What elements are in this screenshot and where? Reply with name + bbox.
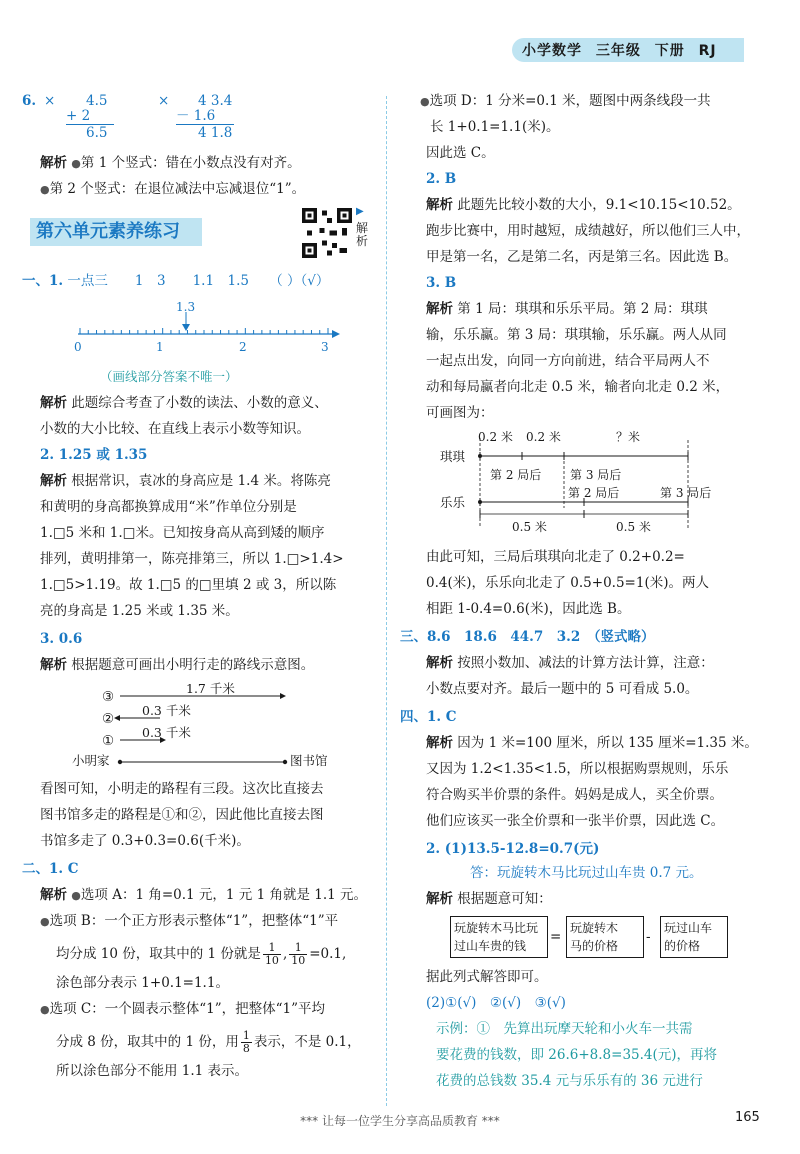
s1-answer xyxy=(22,272,329,290)
analysis-label: 解析 xyxy=(40,473,67,489)
q6-analysis-2 xyxy=(40,180,305,199)
s1-q2-line-a xyxy=(40,472,331,490)
s3-line-a xyxy=(426,654,714,672)
s2-text-f2: 表示，不是 0.1， xyxy=(253,1034,361,1050)
s1-q3-text-a: 根据题意可画出小明行走的路线示意图。 xyxy=(71,657,315,673)
game-label-0-2-a: 0.2 米 xyxy=(478,430,513,444)
numline-tick-0: 0 xyxy=(74,340,82,354)
s2-text-e: 选项 C：一个圆表示整体“1”，把整体“1”平均 xyxy=(49,1001,326,1017)
q6-v1-result: 6.5 xyxy=(86,125,108,141)
r-q3-answer: 3. B xyxy=(426,275,457,291)
footer-slogan: *** 让每一位学生分享高品质教育 *** xyxy=(300,1114,500,1128)
game-label-0-2-b: 0.2 米 xyxy=(526,430,561,444)
bulb-icon: ● xyxy=(420,95,430,108)
frac-num: 1 xyxy=(289,942,307,955)
r-q3-text-a: 第 1 局：琪琪和乐乐平局。第 2 局：琪琪 xyxy=(457,301,708,317)
s1-q3-answer: 3. 0.6 xyxy=(40,631,83,647)
q6-analysis-1 xyxy=(40,154,301,173)
s3-line-b: 小数点要对齐。最后一题中的 5 可看成 5.0。 xyxy=(426,681,699,697)
s1-q2-line-e: 1.□5>1.19。故 1.□5 的□里填 2 或 3，所以陈 xyxy=(40,577,337,593)
number-line xyxy=(70,298,340,358)
s1-q2-line-d: 排列，黄明排第一，陈亮排第三，所以 1.□>1.4> xyxy=(40,551,344,567)
s1-q3-line-c: 图书馆多走的路程是①和②，因此他比直接去图 xyxy=(40,807,324,823)
s4-q2-list: 据此列式解答即可。 xyxy=(426,969,548,985)
r-q2-line-b: 跑步比赛中，用时越短，成绩越好，所以他们三人中， xyxy=(426,223,750,239)
q6-analysis-1-text: 第 1 个竖式：错在小数点没有对齐。 xyxy=(80,155,301,171)
formula-box-3-line-a: 玩过山车 xyxy=(664,921,713,935)
r-line-a xyxy=(420,92,711,111)
analysis-label: 解析 xyxy=(426,735,453,751)
s1-q3-line-b: 看图可知，小明走的路程有三段。这次比直接去 xyxy=(40,781,324,797)
s4-q2-calc: 2. (1)13.5-12.8=0.7(元) xyxy=(426,841,600,857)
game-label-0-5-b: 0.5 米 xyxy=(616,520,651,534)
q6-number: 6. xyxy=(22,93,37,109)
r-text-a: 选项 D：1 分米=0.1 米，题图中两条线段一共 xyxy=(429,93,711,109)
route-label-0-3-a: 0.3 千米 xyxy=(142,703,191,718)
s2-line-a xyxy=(40,886,367,905)
q6-cross-2: × xyxy=(158,93,170,109)
route-step-1: ① xyxy=(102,733,115,749)
s1-answer-text: 一点三 1 3 1.1 1.5 （ ）（√） xyxy=(67,273,330,289)
s3-answer: 三、8.6 18.6 44.7 3.2 （竖式略） xyxy=(400,629,655,645)
s1-q3-line-a xyxy=(40,656,314,674)
s1-analysis-2: 小数的大小比较、在直线上表示小数等知识。 xyxy=(40,421,310,437)
game-label-qiqi: 琪琪 xyxy=(440,449,466,464)
numline-tick-1: 1 xyxy=(156,340,164,354)
analysis-label: 解析 xyxy=(40,155,67,171)
game-label-unknown: ？米 xyxy=(616,430,641,444)
game-qiqi-round3: 第 3 局后 xyxy=(570,468,622,482)
r-q2-line-c: 甲是第一名，乙是第二名，丙是第三名。因此选 B。 xyxy=(426,249,738,265)
game-qiqi-round2: 第 2 局后 xyxy=(490,468,542,482)
fraction-1-10-b xyxy=(289,942,307,967)
q6-cross-1: × xyxy=(44,93,56,109)
analysis-label: 解析 xyxy=(40,395,67,411)
s2-line-g: 所以涂色部分不能用 1.1 表示。 xyxy=(56,1063,249,1079)
fraction-1-8 xyxy=(241,1030,252,1055)
game-lele-round2: 第 2 局后 xyxy=(568,486,620,500)
r-q2-text-a: 此题先比较小数的大小，9.1<10.15<10.52。 xyxy=(457,197,741,213)
q6-v1-top: 4.5 xyxy=(86,93,108,109)
numline-tick-2: 2 xyxy=(239,340,247,354)
r-q3-line-h: 相距 1-0.4=0.6(米)，因此选 B。 xyxy=(426,601,631,617)
s4-q2-analysis-text: 根据题意可知： xyxy=(457,891,552,907)
r-q3-line-c: 一起点出发，向同一方向前进，结合平局两人不 xyxy=(426,353,710,369)
route-home: 小明家 xyxy=(72,753,110,768)
bulb-icon: ● xyxy=(40,915,50,928)
numline-note: （画线部分答案不唯一） xyxy=(100,369,238,384)
s4-line-c: 符合购买半价票的条件。妈妈是成人，买全价票。 xyxy=(426,787,723,803)
s4-line-d: 他们应该买一张全价票和一张半价票，因此选 C。 xyxy=(426,813,725,829)
column-divider xyxy=(386,96,387,1106)
analysis-label: 解析 xyxy=(426,197,453,213)
q6-v2-result: 4 1.8 xyxy=(198,125,233,141)
r-q3-line-e: 可画图为： xyxy=(426,405,494,421)
s4-line-a xyxy=(426,734,758,752)
s4-q2-analysis xyxy=(426,890,552,908)
analysis-label: 解析 xyxy=(40,887,67,903)
frac-num: 1 xyxy=(242,1029,250,1042)
formula-box-2-line-b: 马的价格 xyxy=(570,939,619,953)
header-subject: 小学数学 xyxy=(522,43,582,59)
s2-answer: 二、1. C xyxy=(22,861,79,877)
r-q3-line-f: 由此可知，三局后琪琪向北走了 0.2+0.2= xyxy=(426,549,685,565)
header-edition: RJ xyxy=(698,43,717,59)
formula-equals: = xyxy=(550,929,562,945)
header-volume: 下册 xyxy=(654,43,685,59)
s2-line-c: 均分成 10 份，取其中的 1 份就是 $\frac{1}{10}$ , $\frac{1}{10}$ =0.1, xyxy=(56,941,347,967)
route-label-1-7: 1.7 千米 xyxy=(186,681,235,696)
frac-den: 8 xyxy=(242,1042,250,1055)
analysis-label: 解析 xyxy=(426,891,453,907)
q6-analysis-2-text: 第 2 个竖式：在退位减法中忘减退位“1”。 xyxy=(49,181,306,197)
r-line-c: 因此选 C。 xyxy=(426,145,495,161)
s2-text-c2: =0.1, xyxy=(309,946,347,962)
game-label-0-5-a: 0.5 米 xyxy=(512,520,547,534)
unit-title: 第六单元素养练习 xyxy=(30,218,202,246)
page-number: 165 xyxy=(735,1110,760,1125)
q6-v2-top: 4 3.4 xyxy=(198,93,233,109)
s2-text-b: 选项 B：一个正方形表示整体“1”，把整体“1”平 xyxy=(49,913,339,929)
bulb-icon: ● xyxy=(40,183,50,196)
s1-q2-line-f: 亮的身高是 1.25 米或 1.35 米。 xyxy=(40,603,239,619)
s1-q2-line-c: 1.□5 米和 1.□米。已知按身高从高到矮的顺序 xyxy=(40,525,325,541)
fraction-1-10-a xyxy=(263,942,281,967)
r-q3-line-a xyxy=(426,300,708,318)
r-q2-line-a xyxy=(426,196,741,214)
s2-text-a: 选项 A：1 角=0.1 元，1 元 1 角就是 1.1 元。 xyxy=(80,887,368,903)
analysis-label: 解析 xyxy=(40,657,67,673)
s2-line-b xyxy=(40,912,338,931)
formula-minus: - xyxy=(646,929,651,945)
game-label-lele: 乐乐 xyxy=(440,495,466,510)
numline-label-1-3: 1.3 xyxy=(176,300,196,314)
r-q2-answer: 2. B xyxy=(426,171,457,187)
s4-q2-example-b: 要花费的钱数，即 26.6+8.8=35.4(元)，再将 xyxy=(436,1047,718,1063)
bulb-icon: ● xyxy=(71,889,81,902)
s4-q2-answer: 答：玩旋转木马比玩过山车贵 0.7 元。 xyxy=(470,865,703,881)
play-icon: ▶ xyxy=(356,206,364,217)
route-label-0-3-b: 0.3 千米 xyxy=(142,725,191,740)
r-q3-line-b: 输，乐乐赢。第 3 局：琪琪输，乐乐赢。两人从同 xyxy=(426,327,727,343)
s1-q2-text-a: 根据常识，袁冰的身高应是 1.4 米。将陈亮 xyxy=(71,473,331,489)
formula-box-2-line-a: 玩旋转木 xyxy=(570,921,619,935)
analysis-label: 解析 xyxy=(426,655,453,671)
s4-q2-example-a: 示例：① 先算出玩摩天轮和小火车一共需 xyxy=(436,1021,693,1037)
route-library: 图书馆 xyxy=(290,753,328,768)
bulb-icon: ● xyxy=(40,1003,50,1016)
s2-line-d: 涂色部分表示 1+0.1=1.1。 xyxy=(56,975,229,991)
frac-num: 1 xyxy=(263,942,281,955)
s4-line-b: 又因为 1.2<1.35<1.5，所以根据购票规则，乐乐 xyxy=(426,761,729,777)
s3-text-a: 按照小数加、减法的计算方法计算，注意： xyxy=(457,655,714,671)
formula-box-1-line-b: 过山车贵的钱 xyxy=(454,939,527,953)
bulb-icon: ● xyxy=(71,157,81,170)
route-step-2: ② xyxy=(102,711,115,727)
s1-q2-answer: 2. 1.25 或 1.35 xyxy=(40,447,148,463)
s2-line-f xyxy=(56,1030,361,1055)
s4-answer: 四、1. C xyxy=(400,709,457,725)
q6-v1-mid: + 2 xyxy=(66,108,91,124)
header-title xyxy=(522,40,717,60)
s2-text-c1: 均分成 10 份，取其中的 1 份就是 xyxy=(56,946,261,962)
analysis-label: 解析 xyxy=(426,301,453,317)
numline-tick-3: 3 xyxy=(321,340,329,354)
r-line-b: 长 1+0.1=1.1(米)。 xyxy=(430,119,560,135)
formula-box-1-line-a: 玩旋转木马比玩 xyxy=(454,921,539,935)
frac-den: 10 xyxy=(264,954,279,967)
s1-analysis-1-text: 此题综合考查了小数的读法、小数的意义、 xyxy=(71,395,328,411)
qr-code-icon[interactable] xyxy=(302,208,352,258)
s4-q2-part2: (2)①(√) ②(√) ③(√) xyxy=(426,995,566,1011)
s4-q2-example-c: 花费的总钱数 35.4 元与乐乐有的 36 元进行 xyxy=(436,1073,703,1089)
s1-q3-line-d: 书馆多走了 0.3+0.3=0.6(千米)。 xyxy=(40,833,250,849)
formula-box-3-line-b: 的价格 xyxy=(664,939,701,953)
s1-analysis-1 xyxy=(40,394,328,412)
s2-line-e xyxy=(40,1000,325,1019)
s1-number: 一、1. xyxy=(22,273,64,289)
r-q3-line-g: 0.4(米)，乐乐向北走了 0.5+0.5=1(米)。两人 xyxy=(426,575,709,591)
qr-label: 解析 xyxy=(356,221,369,248)
s4-text-a: 因为 1 米=100 厘米，所以 135 厘米=1.35 米。 xyxy=(457,735,758,751)
s1-q2-line-b: 和黄明的身高都换算成用“米”作单位分别是 xyxy=(40,499,297,515)
s2-text-f1: 分成 8 份，取其中的 1 份，用 xyxy=(56,1034,239,1050)
route-step-3: ③ xyxy=(102,689,115,705)
q6-v2-mid: － 1.6 xyxy=(176,108,216,124)
game-lele-round3: 第 3 局后 xyxy=(660,486,712,500)
header-grade: 三年级 xyxy=(595,43,641,59)
frac-den: 10 xyxy=(291,954,306,967)
r-q3-line-d: 动和每局赢者向北走 0.5 米，输者向北走 0.2 米， xyxy=(426,379,730,395)
